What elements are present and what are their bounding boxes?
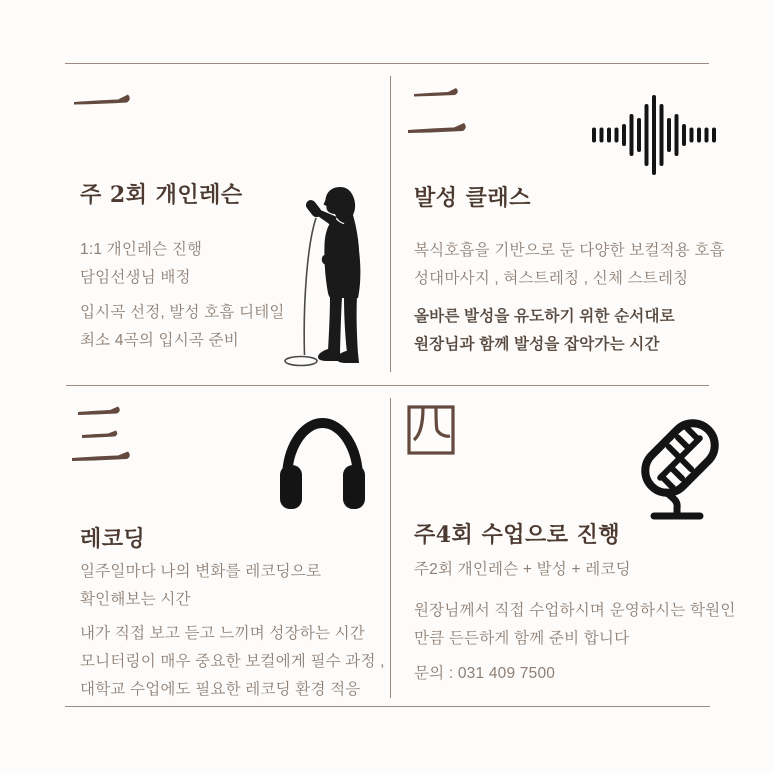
text-line: 최소 4곡의 입시곡 준비: [80, 332, 239, 349]
numeral-three-icon: [70, 404, 138, 469]
section-1-paragraph-1: [80, 236, 202, 292]
section-2-title: 발성 클래스: [414, 185, 531, 211]
text-line: 담임선생님 배정: [80, 269, 191, 286]
section-4-paragraph-2: [414, 597, 736, 653]
text-line: 복식호흡을 기반으로 둔 다양한 보컬적용 호흡: [414, 242, 725, 259]
section-4-contact: [414, 660, 555, 688]
text-line: 성대마사지 , 혀스트레칭 , 신체 스트레칭: [414, 270, 689, 287]
text-line: 입시곡 선정, 발성 호흡 디테일: [80, 304, 285, 321]
soundwave-bar: [630, 114, 634, 156]
soundwave-bar: [697, 128, 701, 143]
section-3-paragraph-2: [80, 620, 385, 704]
microphone-icon: [624, 408, 736, 525]
soundwave-bar: [690, 128, 694, 143]
soundwave-bar: [607, 128, 611, 143]
divider-bottom: [65, 706, 710, 707]
text-line: 원장님과 함께 발성을 잡악가는 시간: [414, 336, 660, 353]
numeral-two-icon: [406, 84, 472, 141]
text-line: 모니터링이 매우 중요한 보컬에게 필수 과정 ,: [80, 653, 385, 670]
text-line: 내가 직접 보고 듣고 느끼며 성장하는 시간: [80, 625, 365, 642]
section-1-title: 주 2회 개인레슨: [80, 182, 243, 208]
text-line: 만큼 든든하게 함께 준비 합니다: [414, 630, 630, 647]
divider-vertical-top: [390, 76, 391, 372]
section-3-title: 레코딩: [80, 526, 146, 552]
soundwave-bar: [705, 128, 709, 143]
section-4-paragraph-1: [414, 556, 631, 584]
section-1-paragraph-2: [80, 299, 285, 355]
text-line: 올바른 발성을 유도하기 위한 순서대로: [414, 308, 675, 325]
text-line: 원장님께서 직접 수업하시며 운영하시는 학원인: [414, 602, 736, 619]
soundwave-bar: [600, 128, 604, 143]
soundwave-bar: [682, 124, 686, 146]
section-3-paragraph-1: [80, 558, 321, 614]
text-line: 확인해보는 시간: [80, 591, 191, 608]
soundwave-icon: [592, 95, 716, 180]
soundwave-bar: [652, 95, 656, 175]
text-line: 주2회 개인레슨 + 발성 + 레코딩: [414, 561, 631, 578]
soundwave-bar: [712, 128, 716, 143]
headphones-icon: [278, 413, 367, 515]
section-2-paragraph-strong: [414, 303, 675, 359]
soundwave-bar: [645, 104, 649, 166]
text-line: 일주일마다 나의 변화를 레코딩으로: [80, 563, 322, 580]
soundwave-bar: [660, 104, 664, 166]
soundwave-bar: [637, 118, 641, 152]
singer-silhouette-icon: [280, 185, 380, 390]
numeral-one-icon: [72, 76, 138, 121]
soundwave-bar: [592, 128, 596, 143]
divider-top: [65, 63, 709, 64]
section-2-paragraph-1: [414, 237, 725, 293]
text-line: 1:1 개인레슨 진행: [80, 241, 203, 258]
soundwave-bar: [667, 118, 671, 152]
text-line: 대학교 수업에도 필요한 레코딩 환경 적응: [80, 681, 361, 698]
contact-phone: 문의 : 031 409 7500: [414, 665, 556, 682]
numeral-four-icon: [407, 404, 455, 461]
divider-middle: [66, 385, 709, 386]
divider-vertical-bottom: [390, 398, 391, 698]
soundwave-bar: [675, 114, 679, 156]
soundwave-bar: [622, 124, 626, 146]
section-4-title: 주4회 수업으로 진행: [414, 522, 621, 548]
soundwave-bar: [615, 128, 619, 143]
